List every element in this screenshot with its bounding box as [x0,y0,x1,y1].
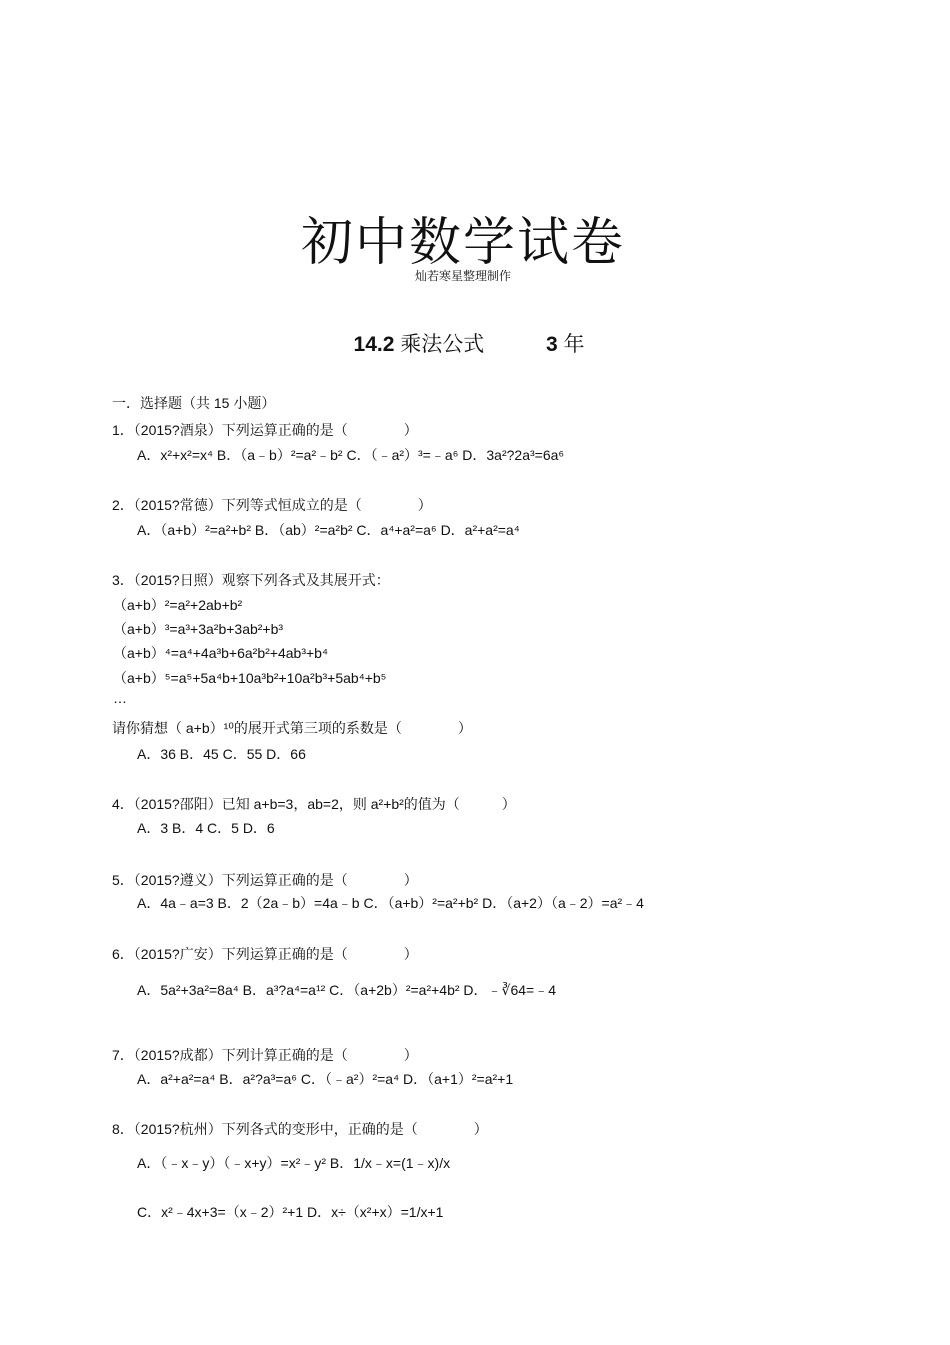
section-suffix: 年 [563,333,585,356]
expansion-3: （a+b）⁴=a⁴+4a³b+6a²b²+4ab³+b⁴ [113,645,328,661]
question-2-stem: 2．（2015?常德）下列等式恒成立的是（ ） [112,497,432,513]
question-6-options: A．5a²+3a²=8a⁴ B．a³?a⁴=a¹² C．（a+2b）²=a²+4b² D．﹣∛64=﹣4 [137,982,556,998]
question-4-options: A．3 B．4 C．5 D．6 [137,820,275,836]
section-heading [0,328,938,358]
question-8-stem: 8．（2015?杭州）下列各式的变形中，正确的是（ ） [112,1121,488,1137]
part-heading: 一．选择题（共 15 小题） [112,395,276,411]
question-3-stem: 3．（2015?日照）观察下列各式及其展开式： [112,572,390,588]
question-2-options: A．（a+b）²=a²+b² B．（ab）²=a²b² C．a⁴+a²=a⁶ D．a²+a²=a⁴ [137,522,520,538]
question-8-options-ab: A．（﹣x﹣y）（﹣x+y）=x²﹣y² B．1/x﹣x=(1﹣x)/x [137,1155,451,1171]
question-6-stem: 6．（2015?广安）下列运算正确的是（ ） [112,946,418,962]
question-7-stem: 7．（2015?成都）下列计算正确的是（ ） [112,1047,418,1063]
section-name: 乘法公式 [400,333,485,356]
question-5-options: A．4a﹣a=3 B．2（2a﹣b）=4a﹣b C．（a+b）²=a²+b² D．（a+2）（a﹣2）=a²﹣4 [137,895,644,911]
document-title: 初中数学试卷 [300,213,625,273]
expansion-2: （a+b）³=a³+3a²b+3ab²+b³ [113,621,284,637]
question-7-options: A．a²+a²=a⁴ B．a²?a³=a⁶ C．（﹣a²）²=a⁴ D．（a+1）²=a²+1 [137,1071,514,1087]
question-4-stem: 4．（2015?邵阳）已知 a+b=3，ab=2，则 a²+b²的值为（ ） [112,796,516,812]
question-1-options: A．x²+x²=x⁴ B．（a﹣b）²=a²﹣b² C．（﹣a²）³=﹣a⁶ D．3a²?2a³=6a⁶ [137,447,565,463]
section-number-2: 3 [545,333,558,356]
expansion-4: （a+b）⁵=a⁵+5a⁴b+10a³b²+10a²b³+5ab⁴+b⁵ [113,670,387,686]
question-3-ask: 请你猜想（ a+b）¹⁰的展开式第三项的系数是（ ） [112,720,472,736]
question-8-options-cd: C．x²﹣4x+3=（x﹣2）²+1 D．x÷（x²+x）=1/x+1 [137,1204,444,1220]
question-3-options: A．36 B．45 C．55 D．66 [137,746,306,762]
question-1-stem: 1．（2015?酒泉）下列运算正确的是（ ） [112,422,418,438]
document-subtitle: 灿若寒星整理制作 [414,269,511,283]
ellipsis: … [113,690,127,706]
question-5-stem: 5．（2015?遵义）下列运算正确的是（ ） [112,872,418,888]
section-number: 14.2 [353,333,395,356]
expansion-1: （a+b）²=a²+2ab+b² [113,597,243,613]
